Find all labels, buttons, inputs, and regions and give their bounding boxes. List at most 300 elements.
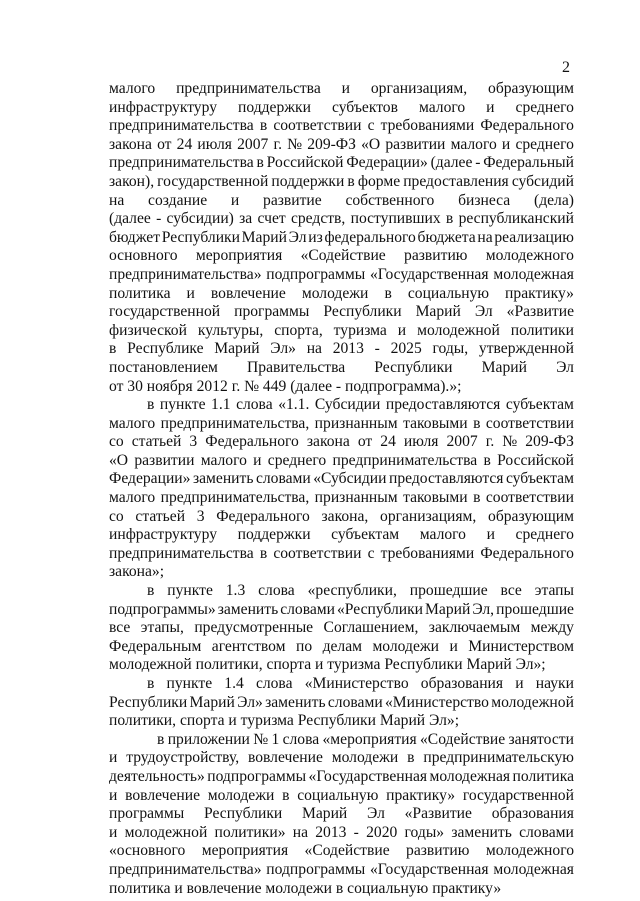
- text-line: [109, 247, 574, 266]
- word: политика: [109, 284, 171, 302]
- word: республиканский: [458, 210, 574, 228]
- word: 3: [196, 507, 205, 525]
- word: малого: [109, 414, 156, 432]
- word: предпринимательства: [176, 80, 321, 97]
- word: подпрограммы: [266, 265, 366, 283]
- word: инфраструктуру: [109, 98, 217, 116]
- word: 3: [189, 433, 198, 451]
- text-line: [109, 266, 574, 285]
- word: среднего: [267, 451, 327, 469]
- text-line: [109, 787, 574, 806]
- word: со: [109, 507, 124, 525]
- word: пункте: [166, 675, 213, 692]
- word: закона: [109, 135, 152, 153]
- word: культуры,: [197, 321, 264, 339]
- word: делам: [322, 637, 362, 655]
- word: предоставляются: [388, 470, 504, 488]
- word: 209-ФЗ: [307, 135, 356, 153]
- word: поддержки: [237, 526, 311, 544]
- word: из: [308, 228, 323, 246]
- word: реализацию: [494, 228, 574, 246]
- text-line: [109, 489, 574, 508]
- word: «О: [109, 451, 129, 469]
- word: «Министерство: [304, 675, 409, 692]
- text-line: [109, 526, 574, 545]
- word: образования: [420, 675, 504, 692]
- word: Марий: [301, 805, 348, 823]
- word: закон),: [109, 172, 155, 190]
- word: (далее: [109, 210, 151, 228]
- word: форме: [357, 172, 401, 190]
- word: поступивших: [350, 210, 441, 228]
- word: субсидий: [511, 172, 574, 190]
- word: требованиями: [380, 117, 475, 135]
- word: в: [157, 730, 165, 748]
- word: среднего: [515, 98, 574, 116]
- text-line-content: от 30 ноября 2012 г. № 449 (далее - подпрограмма).»;: [109, 377, 462, 395]
- text-line: [109, 694, 574, 713]
- word: организациям,: [380, 507, 477, 525]
- word: «Содействие: [420, 730, 506, 748]
- word: соответствии: [485, 414, 574, 432]
- word: слова: [258, 582, 295, 600]
- word: инфраструктуру: [109, 526, 217, 544]
- word: предоставляются: [385, 396, 501, 414]
- word: слова: [236, 396, 273, 414]
- word: статьей: [131, 433, 182, 451]
- text-line: [109, 656, 574, 675]
- word: вовлечение: [247, 749, 323, 767]
- word: заменить: [265, 693, 326, 711]
- word: субъектов: [331, 98, 398, 116]
- word: -: [353, 823, 359, 841]
- word: государственной: [109, 303, 221, 321]
- word: заменить: [451, 823, 512, 841]
- word: средств,: [290, 210, 346, 228]
- word: в: [384, 284, 392, 302]
- word: бюджета: [417, 228, 476, 246]
- word: предпринимательства,: [160, 414, 310, 432]
- text-line: [109, 99, 574, 118]
- text-line: [109, 117, 574, 136]
- word: предусмотренные: [194, 619, 314, 637]
- word: развитии: [385, 135, 446, 153]
- word: Федерального: [480, 117, 574, 135]
- word: науки: [535, 675, 574, 692]
- word: в: [282, 786, 290, 804]
- word: 2020: [366, 823, 398, 841]
- word: -: [374, 340, 380, 358]
- word: словами: [519, 823, 574, 841]
- word: Эл,: [472, 600, 495, 618]
- word: №: [253, 730, 269, 748]
- word: Эл»: [270, 340, 296, 358]
- word: молодежной: [124, 823, 208, 841]
- word: Эл: [288, 228, 307, 246]
- word: бизнеса: [458, 191, 511, 209]
- text-line: [109, 824, 574, 843]
- word: пункте: [159, 396, 206, 414]
- word: молодежного: [485, 842, 574, 860]
- word: трудоустройству,: [126, 749, 240, 767]
- text-line: [109, 712, 574, 731]
- text-line: [109, 768, 574, 787]
- word: мероприятия: [201, 842, 289, 860]
- text-line: [109, 619, 574, 638]
- word: развитию: [406, 842, 470, 860]
- word: соответствии: [485, 489, 574, 507]
- word: словами: [280, 600, 335, 618]
- word: на: [109, 191, 125, 209]
- word: Российской: [497, 451, 574, 469]
- word: практику»: [505, 284, 574, 302]
- word: слова: [255, 675, 293, 692]
- text-line-content: политика и вовлечение молодежи в социальную практику»: [109, 879, 502, 897]
- word: предпринимательства»: [109, 860, 262, 878]
- text-line: [109, 229, 574, 248]
- text-line: [109, 675, 574, 694]
- text-line: [109, 359, 574, 378]
- word: малого: [450, 135, 497, 153]
- word: Республики: [323, 303, 402, 321]
- word: июля: [197, 135, 232, 153]
- word: субъектам: [331, 526, 400, 544]
- word: приложении: [167, 730, 250, 748]
- text-line: [109, 173, 574, 192]
- word: в: [256, 154, 264, 172]
- text-line: [109, 136, 574, 155]
- word: деятельность»: [109, 767, 205, 785]
- text-line: [109, 582, 574, 601]
- word: предпринимательства: [109, 154, 254, 172]
- word: политики: [510, 321, 574, 339]
- word: постановлением: [109, 358, 218, 376]
- word: июля: [403, 433, 439, 451]
- word: Федерального: [480, 544, 574, 562]
- text-line: [109, 452, 574, 471]
- word: «Содействие: [304, 842, 390, 860]
- word: субсидии): [166, 210, 234, 228]
- word: Правительства: [247, 358, 346, 376]
- word: Российской: [266, 154, 344, 172]
- word: «Субсидии: [313, 470, 387, 488]
- word: статьей: [135, 507, 186, 525]
- word: со: [109, 433, 124, 451]
- word: в: [109, 340, 117, 358]
- word: (дела): [534, 191, 574, 209]
- text-line: [109, 285, 574, 304]
- word: -: [475, 154, 481, 172]
- word: «Развитие: [404, 805, 472, 823]
- word: словами: [255, 470, 311, 488]
- word: Марий: [241, 228, 287, 246]
- text-line: [109, 563, 574, 582]
- word: молодежная: [429, 767, 511, 785]
- word: Марий: [481, 358, 527, 376]
- word: г.: [273, 135, 283, 153]
- word: в: [147, 582, 155, 600]
- word: и: [230, 191, 240, 209]
- word: 2007: [237, 135, 269, 153]
- word: закона,: [321, 507, 369, 525]
- word: предпринимательства: [109, 544, 254, 562]
- word: Марий: [425, 600, 471, 618]
- word: государственной: [462, 786, 574, 804]
- text-line: [109, 601, 574, 620]
- word: требованиями: [380, 544, 475, 562]
- text-line: [109, 508, 574, 527]
- text-line: [109, 192, 574, 211]
- word: «Развитие: [506, 303, 574, 321]
- word: молодежи: [301, 284, 369, 302]
- word: Эл: [474, 303, 493, 321]
- word: предпринимательства: [109, 117, 254, 135]
- word: признанным: [314, 414, 398, 432]
- document-body: [109, 80, 574, 898]
- word: молодежи: [372, 637, 440, 655]
- word: на: [477, 228, 493, 246]
- word: подпрограммы»: [109, 600, 216, 618]
- text-line: [109, 749, 574, 768]
- word: собственного: [345, 191, 435, 209]
- word: основного: [109, 247, 178, 265]
- word: -: [156, 210, 162, 228]
- word: заключаемым: [428, 619, 521, 637]
- word: Марий: [214, 340, 260, 358]
- word: 2013: [315, 823, 347, 841]
- word: пункте: [167, 582, 213, 600]
- word: образующим: [488, 507, 574, 525]
- word: в: [473, 489, 481, 507]
- text-line: [109, 154, 574, 173]
- word: мероприятия: [195, 247, 283, 265]
- text-line: [109, 731, 574, 750]
- word: подпрограммы: [207, 767, 307, 785]
- page-number: 2: [562, 59, 570, 76]
- word: 2007: [446, 433, 478, 451]
- word: федерального: [324, 228, 416, 246]
- word: Федерации»: [109, 470, 191, 488]
- word: программы: [234, 303, 310, 321]
- word: «Государственная: [370, 860, 489, 878]
- word: таковыми: [403, 489, 468, 507]
- word: Федерации»: [346, 154, 428, 172]
- word: годы,: [432, 340, 469, 358]
- word: Республики: [374, 358, 453, 376]
- word: Эл: [556, 358, 574, 376]
- word: 1.3: [225, 582, 246, 600]
- word: субъектам: [505, 470, 574, 488]
- word: 24: [176, 135, 193, 153]
- word: г.: [485, 433, 495, 451]
- word: образующим: [488, 80, 574, 97]
- word: развитии: [134, 451, 195, 469]
- text-line: [109, 842, 574, 861]
- word: заменить: [217, 600, 279, 618]
- word: предпринимательства»: [109, 265, 262, 283]
- word: этапы: [534, 582, 574, 600]
- word: «мероприятия: [322, 730, 417, 748]
- word: и: [109, 823, 118, 841]
- word: от: [157, 135, 172, 153]
- word: счет: [257, 210, 286, 228]
- word: в: [483, 451, 491, 469]
- word: предпринимательства: [332, 451, 478, 469]
- word: спорта,: [274, 321, 323, 339]
- word: «Содействие: [300, 247, 386, 265]
- word: «О: [361, 135, 381, 153]
- word: политика: [512, 767, 574, 785]
- word: молодежная: [493, 265, 574, 283]
- word: этапы,: [140, 619, 184, 637]
- word: и: [397, 321, 407, 339]
- word: и: [449, 637, 458, 655]
- text-line: [109, 433, 574, 452]
- word: политики»: [214, 823, 286, 841]
- word: среднего: [515, 135, 574, 153]
- word: в: [259, 117, 268, 135]
- word: словами: [327, 693, 383, 711]
- word: и: [253, 451, 262, 469]
- word: «Республики: [337, 600, 424, 618]
- word: предоставления: [403, 172, 509, 190]
- word: Марий: [415, 303, 461, 321]
- word: социальную: [297, 786, 379, 804]
- word: за: [239, 210, 253, 228]
- word: признанным: [314, 489, 398, 507]
- text-line: [109, 303, 574, 322]
- word: малого: [419, 526, 466, 544]
- word: с: [367, 117, 375, 135]
- word: годы»: [404, 823, 445, 841]
- word: с: [367, 544, 375, 562]
- word: и: [486, 98, 495, 116]
- text-line: [109, 861, 574, 880]
- word: закона: [306, 433, 350, 451]
- word: и: [109, 749, 118, 767]
- word: подпрограммы: [266, 860, 366, 878]
- word: и: [486, 526, 495, 544]
- word: и: [186, 284, 195, 302]
- text-line: [109, 880, 574, 899]
- word: молодежи: [207, 786, 275, 804]
- word: молодежная: [493, 860, 574, 878]
- word: малого: [109, 489, 156, 507]
- word: все: [500, 582, 522, 600]
- word: (далее: [430, 154, 473, 172]
- word: Республике: [127, 340, 204, 358]
- word: занятости: [508, 730, 574, 748]
- word: практику»: [386, 786, 456, 804]
- word: «Государственная: [370, 265, 489, 283]
- word: вовлечение: [210, 284, 286, 302]
- text-line-content: закона»;: [109, 563, 165, 581]
- word: бюджет: [109, 228, 161, 246]
- text-line: [109, 415, 574, 434]
- word: «республики,: [307, 582, 397, 600]
- word: от: [357, 433, 373, 451]
- word: 1.4: [224, 675, 244, 692]
- word: 24: [380, 433, 396, 451]
- word: Эл: [367, 805, 385, 823]
- word: Субсидии: [314, 396, 381, 414]
- word: предпринимательскую: [423, 749, 574, 767]
- text-line: [109, 378, 574, 397]
- text-line: [109, 340, 574, 359]
- word: 2013: [332, 340, 364, 358]
- word: и: [341, 80, 350, 97]
- word: в: [147, 396, 155, 414]
- word: на: [292, 823, 309, 841]
- word: молодежной: [417, 321, 500, 339]
- word: «Государственная: [308, 767, 428, 785]
- word: на: [306, 340, 322, 358]
- word: слова: [282, 730, 320, 748]
- word: поддержки: [271, 172, 345, 190]
- word: №: [287, 135, 303, 153]
- word: Марий: [189, 693, 235, 711]
- word: «Министерство: [384, 693, 489, 711]
- word: Федеральным: [109, 637, 202, 655]
- text-line: [109, 805, 574, 824]
- text-line: [109, 322, 574, 341]
- word: в: [407, 749, 415, 767]
- word: 1.1: [211, 396, 231, 414]
- word: соответствии: [273, 117, 362, 135]
- word: малого: [200, 451, 247, 469]
- word: 2025: [390, 340, 422, 358]
- word: соответствии: [273, 544, 362, 562]
- word: малого: [109, 80, 156, 97]
- text-line: [109, 470, 574, 489]
- word: Республики: [204, 805, 283, 823]
- word: в: [147, 675, 155, 692]
- word: таковыми: [403, 414, 468, 432]
- word: в: [259, 544, 268, 562]
- text-line: [109, 396, 574, 415]
- word: 1: [271, 730, 280, 748]
- word: поддержки: [238, 98, 311, 116]
- word: молодежи: [331, 749, 399, 767]
- text-line: [109, 210, 574, 229]
- word: предпринимательства,: [160, 489, 310, 507]
- word: №: [502, 433, 518, 451]
- word: программы: [109, 805, 185, 823]
- text-line-content: молодежной политики, спорта и туризма Республики Марий Эл»;: [109, 656, 546, 674]
- word: все: [109, 619, 131, 637]
- word: прошедшие: [496, 600, 574, 618]
- word: вовлечение: [125, 786, 201, 804]
- text-line-content: политики, спорта и туризма Республики Марий Эл»;: [109, 712, 460, 730]
- word: Соглашением,: [323, 619, 419, 637]
- word: организациям,: [370, 80, 468, 97]
- text-line: [109, 545, 574, 564]
- word: заменить: [192, 470, 254, 488]
- word: «основного: [109, 842, 186, 860]
- word: государственной: [157, 172, 269, 190]
- word: Республики: [161, 228, 240, 246]
- text-line: [109, 80, 574, 99]
- word: Федеральный: [483, 154, 574, 172]
- word: Эл»: [237, 693, 263, 711]
- word: по: [295, 637, 313, 655]
- word: Федерального: [205, 433, 299, 451]
- word: малого: [418, 98, 466, 116]
- word: Федерального: [216, 507, 310, 525]
- word: туризма: [333, 321, 387, 339]
- text-line: [109, 638, 574, 657]
- word: между: [530, 619, 574, 637]
